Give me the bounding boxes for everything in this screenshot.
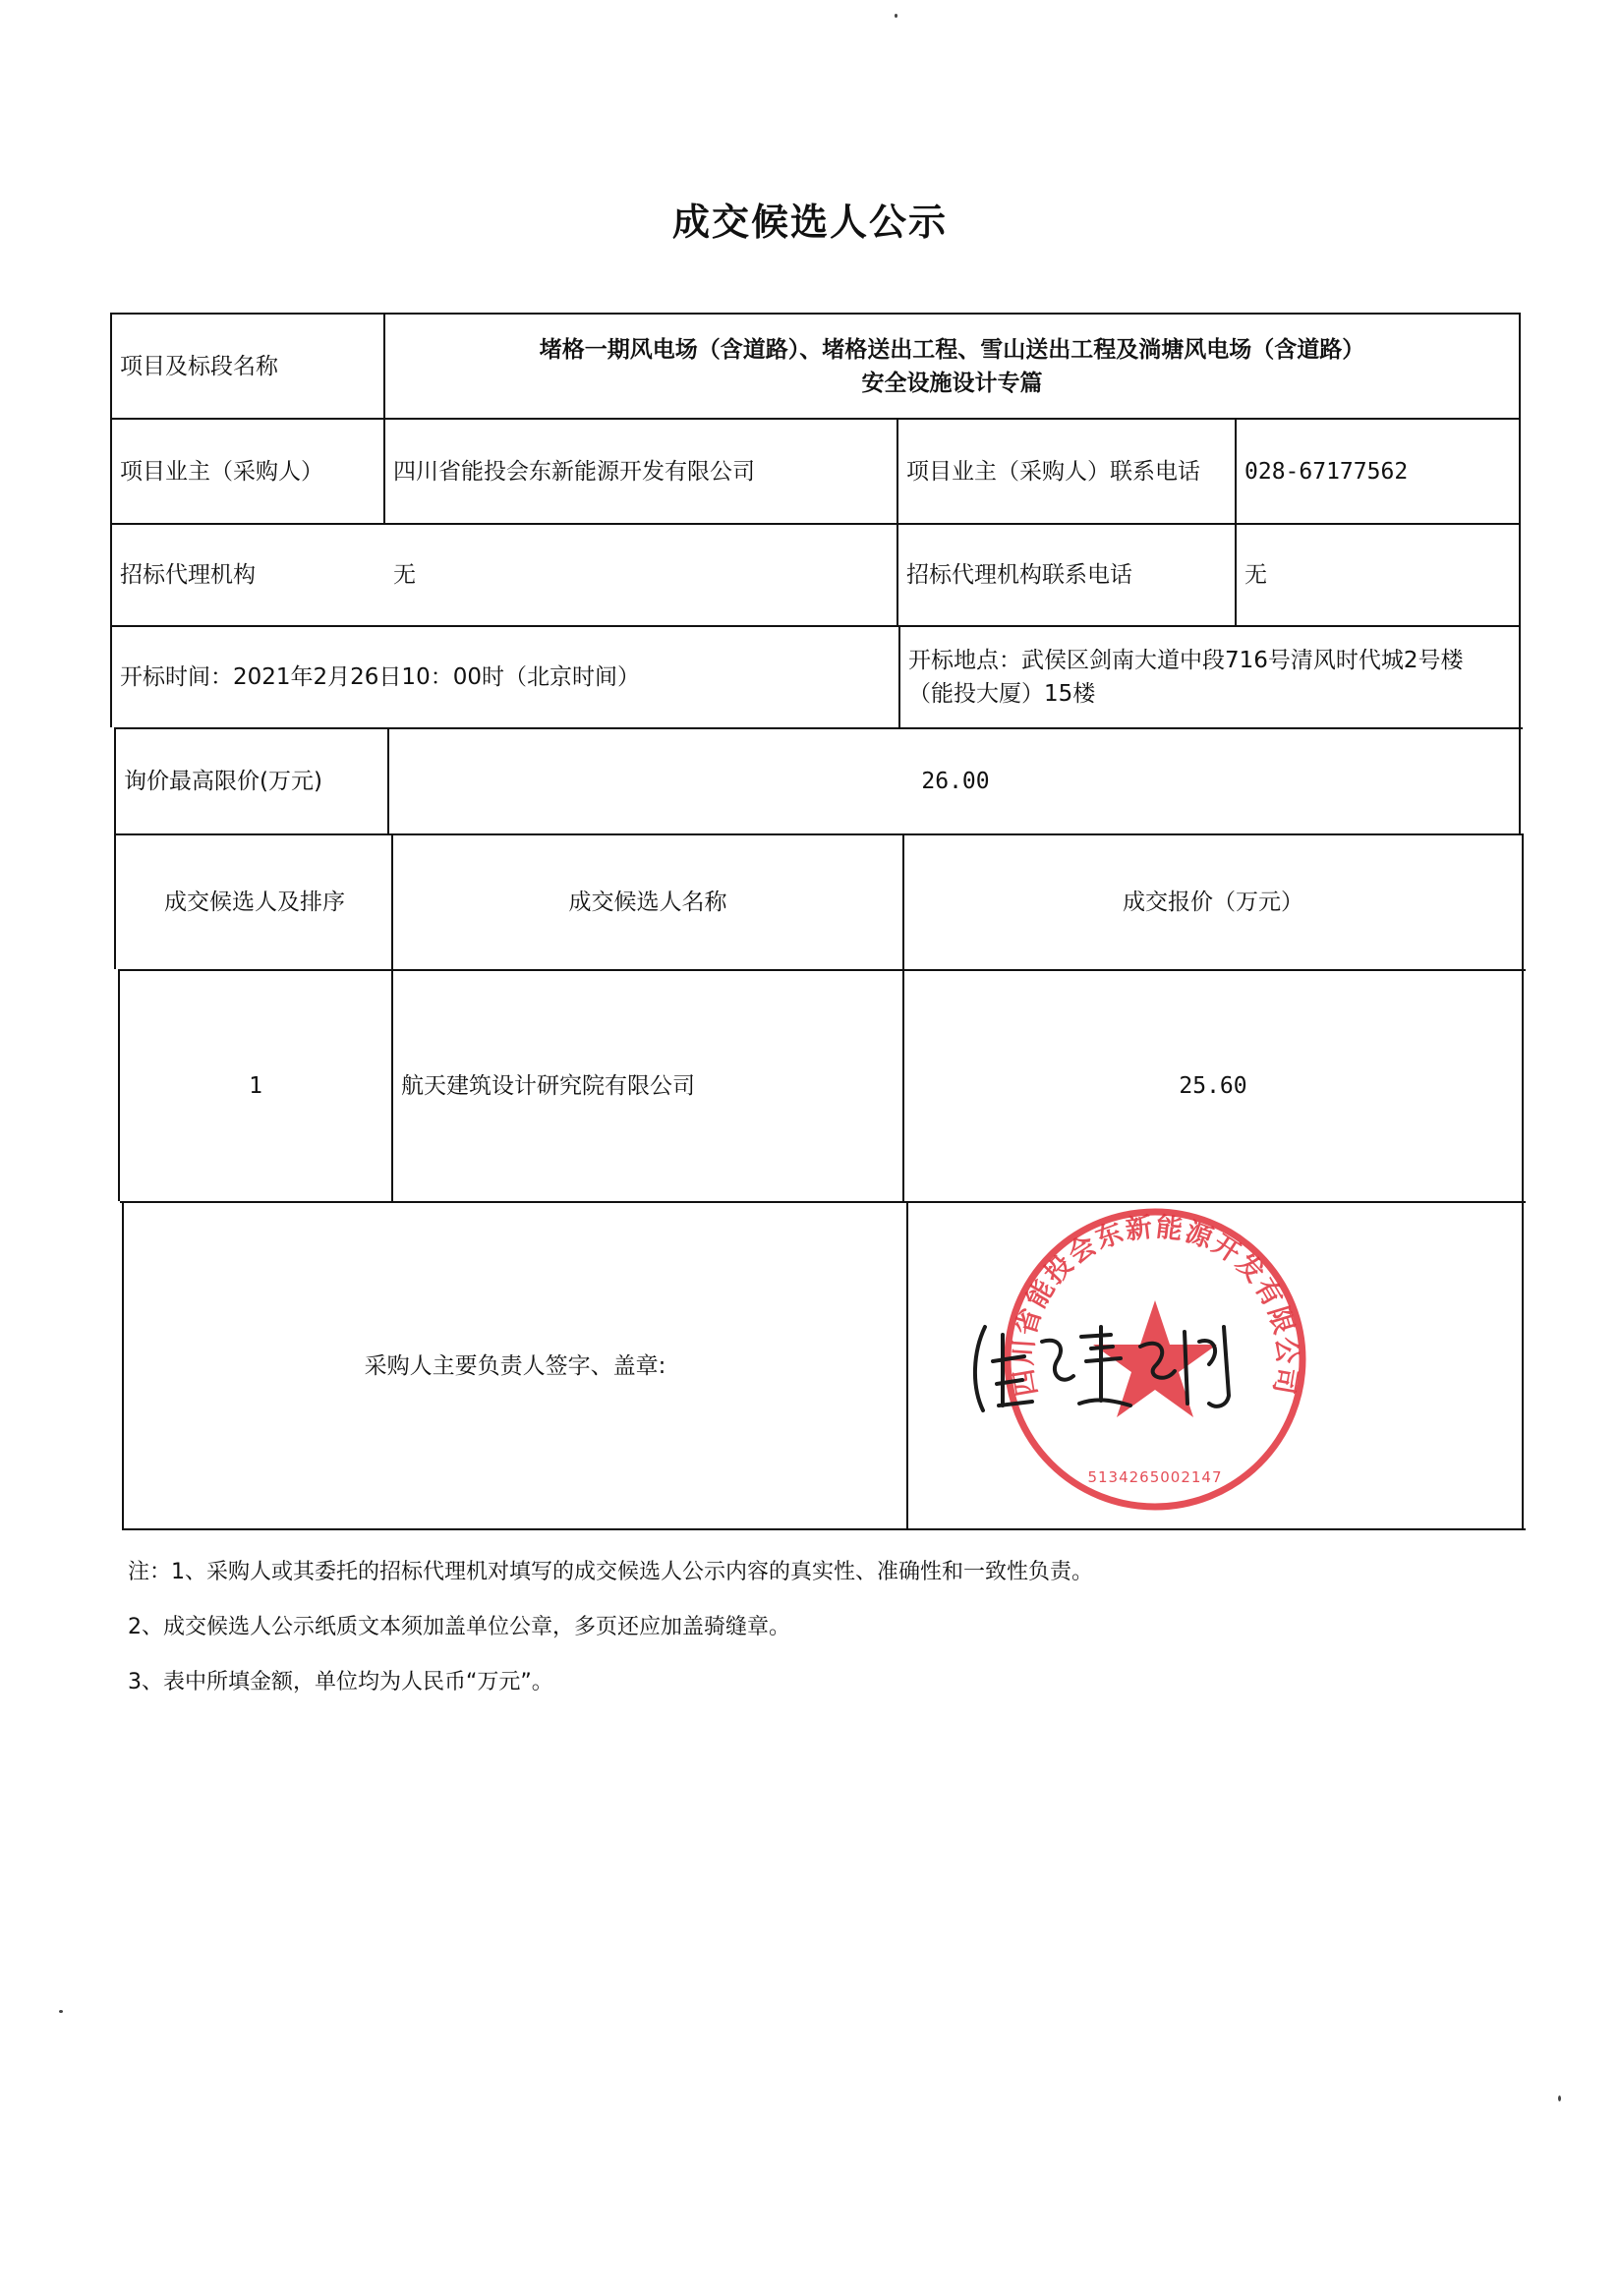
- candidate-rank: 1: [249, 1073, 262, 1099]
- candidate-price-header: 成交报价（万元）: [1123, 890, 1303, 915]
- opening-place-line1: 开标地点：武侯区剑南大道中段716号清风时代城2号楼: [908, 648, 1464, 673]
- opening-place: [900, 627, 1520, 727]
- agency-value: 无: [393, 562, 416, 588]
- signature-label: 采购人主要负责人签字、盖章:: [364, 1352, 666, 1379]
- project-name-cell: [385, 315, 1519, 418]
- svg-text:5134265002147: 5134265002147: [1087, 1468, 1223, 1486]
- agency-phone: 无: [1244, 562, 1267, 588]
- scan-speck: [1558, 2095, 1561, 2101]
- page-title: 成交候选人公示: [671, 201, 948, 244]
- scan-speck: [895, 14, 897, 18]
- agency-label: 招标代理机构: [120, 562, 256, 588]
- agency-phone-label: 招标代理机构联系电话: [906, 562, 1132, 588]
- ceiling-value: 26.00: [921, 769, 990, 794]
- owner-label: 项目业主（采购人）: [120, 458, 323, 485]
- candidate-name: 航天建筑设计研究院有限公司: [401, 1073, 695, 1099]
- owner-phone: 028-67177562: [1244, 458, 1409, 485]
- project-name-line1: 堵格一期风电场（含道路）、堵格送出工程、雪山送出工程及淌塘风电场（含道路）: [539, 336, 1365, 363]
- svg-text:四川省能投会东新能源开发有限公司: 四川省能投会东新能源开发有限公司: [1008, 1212, 1302, 1399]
- ceiling-label: 询价最高限价(万元): [124, 769, 322, 794]
- project-name-line2: 安全设施设计专篇: [861, 370, 1043, 396]
- candidate-name-header: 成交候选人名称: [568, 890, 727, 915]
- handwritten-signature: [963, 1307, 1258, 1425]
- owner-phone-label: 项目业主（采购人）联系电话: [906, 458, 1200, 485]
- note-1: 注：1、采购人或其委托的招标代理机对填写的成交候选人公示内容的真实性、准确性和一致性负责。: [128, 1560, 1094, 1584]
- project-name-label: 项目及标段名称: [120, 353, 278, 379]
- candidate-price: 25.60: [1179, 1073, 1247, 1099]
- opening-time: 开标时间：2021年2月26日10：00时（北京时间）: [120, 664, 640, 690]
- owner-value: 四川省能投会东新能源开发有限公司: [393, 458, 755, 485]
- note-2: 2、成交候选人公示纸质文本须加盖单位公章，多页还应加盖骑缝章。: [128, 1615, 790, 1639]
- scan-speck: [59, 2010, 63, 2013]
- opening-place-line2: （能投大厦）15楼: [908, 681, 1096, 707]
- note-3: 3、表中所填金额，单位均为人民币“万元”。: [128, 1670, 553, 1694]
- candidate-rank-header: 成交候选人及排序: [164, 890, 345, 915]
